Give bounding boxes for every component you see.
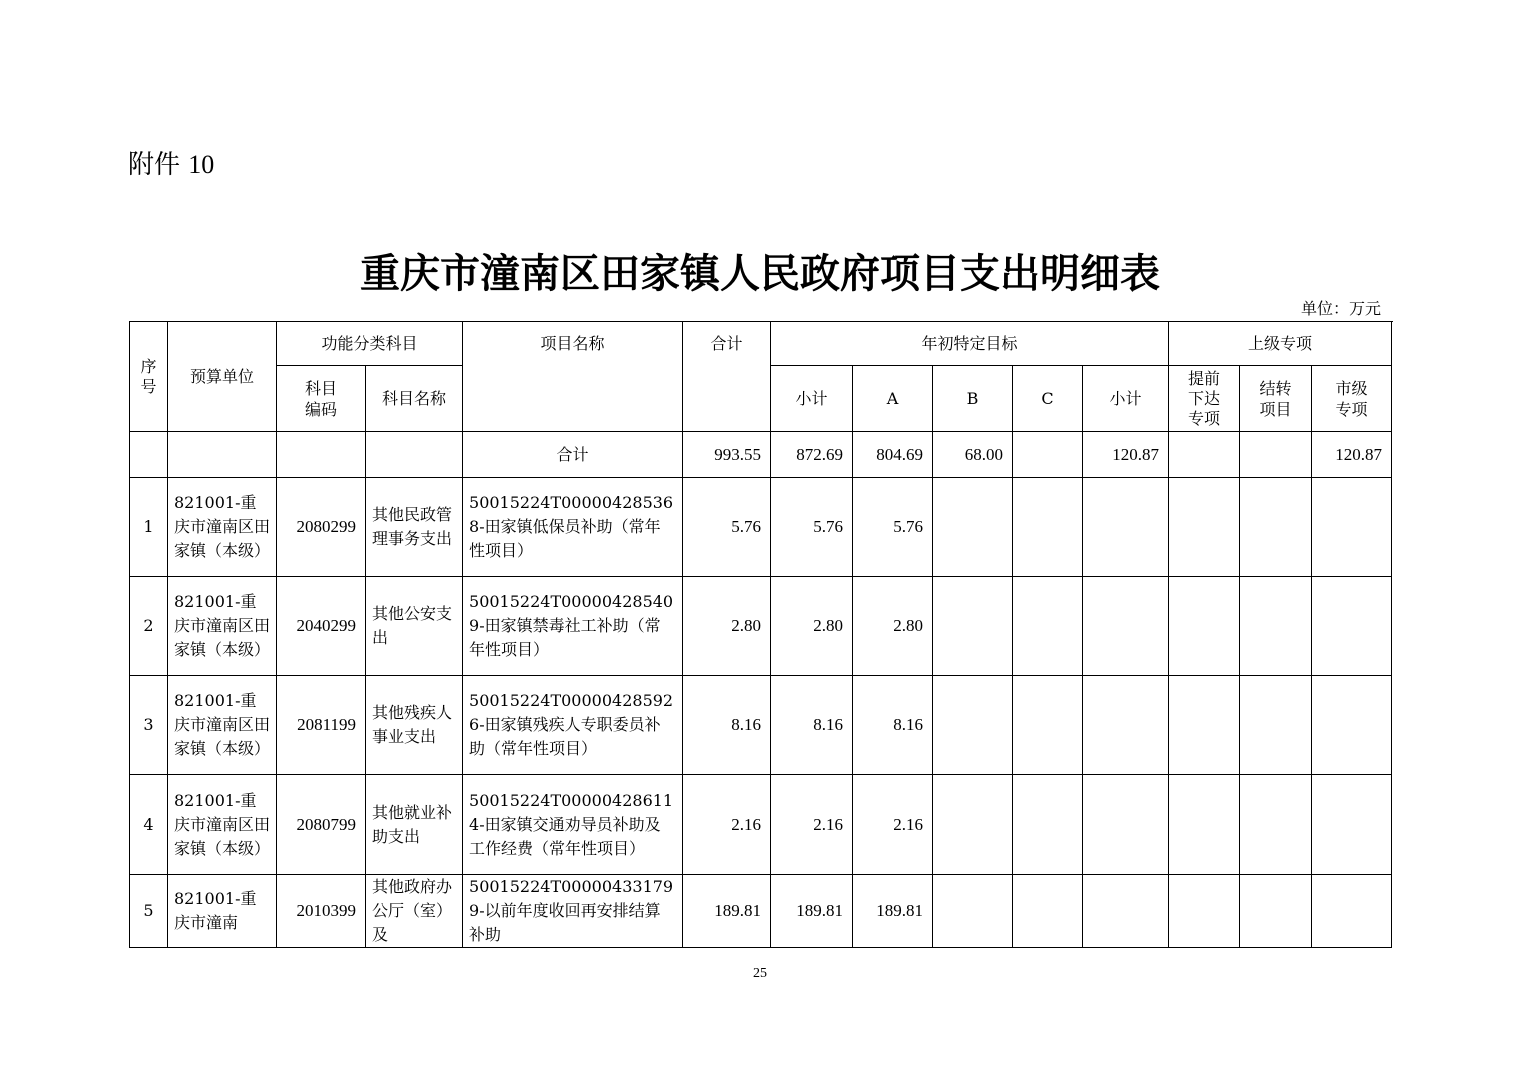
row-subtotal1: 2.80 [771,577,853,676]
row-code: 2040299 [277,577,366,676]
header-advance: 提前下达专项 [1169,366,1240,432]
header-subtotal2: 小计 [1083,366,1169,432]
row-b [933,775,1013,875]
row-a: 8.16 [853,676,933,775]
row-carryover [1240,775,1312,875]
page-number: 25 [753,966,767,981]
totals-city: 120.87 [1312,432,1392,478]
row-total: 2.80 [683,577,771,676]
row-a: 189.81 [853,875,933,948]
row-subtotal1: 2.16 [771,775,853,875]
row-project: 50015224T000004286114-田家镇交通劝导员补助及工作经费（常年性项目） [463,775,683,875]
table-row [130,577,1392,676]
header-a: A [853,366,933,432]
row-seq: 1 [130,478,168,577]
row-unit: 821001-重庆市潼南区田家镇（本级） [168,676,277,775]
header-year-target: 年初特定目标 [771,322,1169,366]
row-code: 2010399 [277,875,366,948]
row-advance [1169,676,1240,775]
row-code: 2080799 [277,775,366,875]
row-total: 8.16 [683,676,771,775]
header-seq: 序号 [130,322,168,432]
row-code: 2080299 [277,478,366,577]
row-carryover [1240,577,1312,676]
header-row-2 [130,366,1392,432]
totals-label: 合计 [463,432,683,478]
row-project: 50015224T000004285926-田家镇残疾人专职委员补助（常年性项目） [463,676,683,775]
row-c [1013,875,1083,948]
row-subject: 其他就业补助支出 [366,775,463,875]
totals-advance [1169,432,1240,478]
row-carryover [1240,676,1312,775]
totals-a: 804.69 [853,432,933,478]
attachment-label: 附件 10 [128,150,215,180]
row-subtotal2 [1083,676,1169,775]
row-subtotal2 [1083,875,1169,948]
row-subtotal2 [1083,577,1169,676]
row-advance [1169,478,1240,577]
row-carryover [1240,875,1312,948]
table-row [130,676,1392,775]
row-b [933,875,1013,948]
row-subject: 其他残疾人事业支出 [366,676,463,775]
totals-row [130,432,1392,478]
header-superior: 上级专项 [1169,322,1392,366]
row-unit: 821001-重庆市潼南区田家镇（本级） [168,775,277,875]
row-project: 50015224T000004331799-以前年度收回再安排结算补助 [463,875,683,948]
table-row [130,775,1392,875]
header-project-name-blank [463,366,683,432]
totals-c [1013,432,1083,478]
row-unit: 821001-重庆市潼南 [168,875,277,948]
row-a: 5.76 [853,478,933,577]
row-code: 2081199 [277,676,366,775]
table-row [130,478,1392,577]
row-seq: 4 [130,775,168,875]
row-seq: 5 [130,875,168,948]
row-advance [1169,775,1240,875]
row-subtotal1: 189.81 [771,875,853,948]
row-total: 5.76 [683,478,771,577]
row-subtotal1: 5.76 [771,478,853,577]
totals-b: 68.00 [933,432,1013,478]
unit-note: 单位：万元 [1300,299,1381,318]
row-c [1013,577,1083,676]
row-subtotal2 [1083,775,1169,875]
row-unit: 821001-重庆市潼南区田家镇（本级） [168,577,277,676]
row-b [933,676,1013,775]
row-city [1312,577,1392,676]
row-city [1312,775,1392,875]
totals-total: 993.55 [683,432,771,478]
row-subtotal2 [1083,478,1169,577]
header-row-1 [130,322,1392,366]
header-subtotal1: 小计 [771,366,853,432]
header-total-blank [683,366,771,432]
row-seq: 3 [130,676,168,775]
project-expense-table [129,321,1392,948]
row-a: 2.16 [853,775,933,875]
row-advance [1169,577,1240,676]
row-total: 2.16 [683,775,771,875]
row-project: 50015224T000004285409-田家镇禁毒社工补助（常年性项目） [463,577,683,676]
totals-carryover [1240,432,1312,478]
header-city: 市级专项 [1312,366,1392,432]
header-project-name: 项目名称 [463,322,683,366]
header-func-class: 功能分类科目 [277,322,463,366]
row-advance [1169,875,1240,948]
row-c [1013,478,1083,577]
header-total: 合计 [683,322,771,366]
header-b: B [933,366,1013,432]
row-c [1013,676,1083,775]
row-unit: 821001-重庆市潼南区田家镇（本级） [168,478,277,577]
page-title: 重庆市潼南区田家镇人民政府项目支出明细表 [360,251,1160,297]
header-carryover: 结转项目 [1240,366,1312,432]
header-unit: 预算单位 [168,322,277,432]
row-total: 189.81 [683,875,771,948]
row-subtotal1: 8.16 [771,676,853,775]
row-subject: 其他公安支出 [366,577,463,676]
row-carryover [1240,478,1312,577]
row-subject: 其他政府办公厅（室）及 [366,875,463,948]
row-b [933,577,1013,676]
totals-subtotal2: 120.87 [1083,432,1169,478]
header-subject-code: 科目编码 [277,366,366,432]
row-subject: 其他民政管理事务支出 [366,478,463,577]
totals-subtotal1: 872.69 [771,432,853,478]
row-b [933,478,1013,577]
row-c [1013,775,1083,875]
row-city [1312,875,1392,948]
row-a: 2.80 [853,577,933,676]
row-seq: 2 [130,577,168,676]
row-city [1312,478,1392,577]
header-subject-name: 科目名称 [366,366,463,432]
row-city [1312,676,1392,775]
row-project: 50015224T000004285368-田家镇低保员补助（常年性项目） [463,478,683,577]
header-c: C [1013,366,1083,432]
table-row [130,875,1392,948]
